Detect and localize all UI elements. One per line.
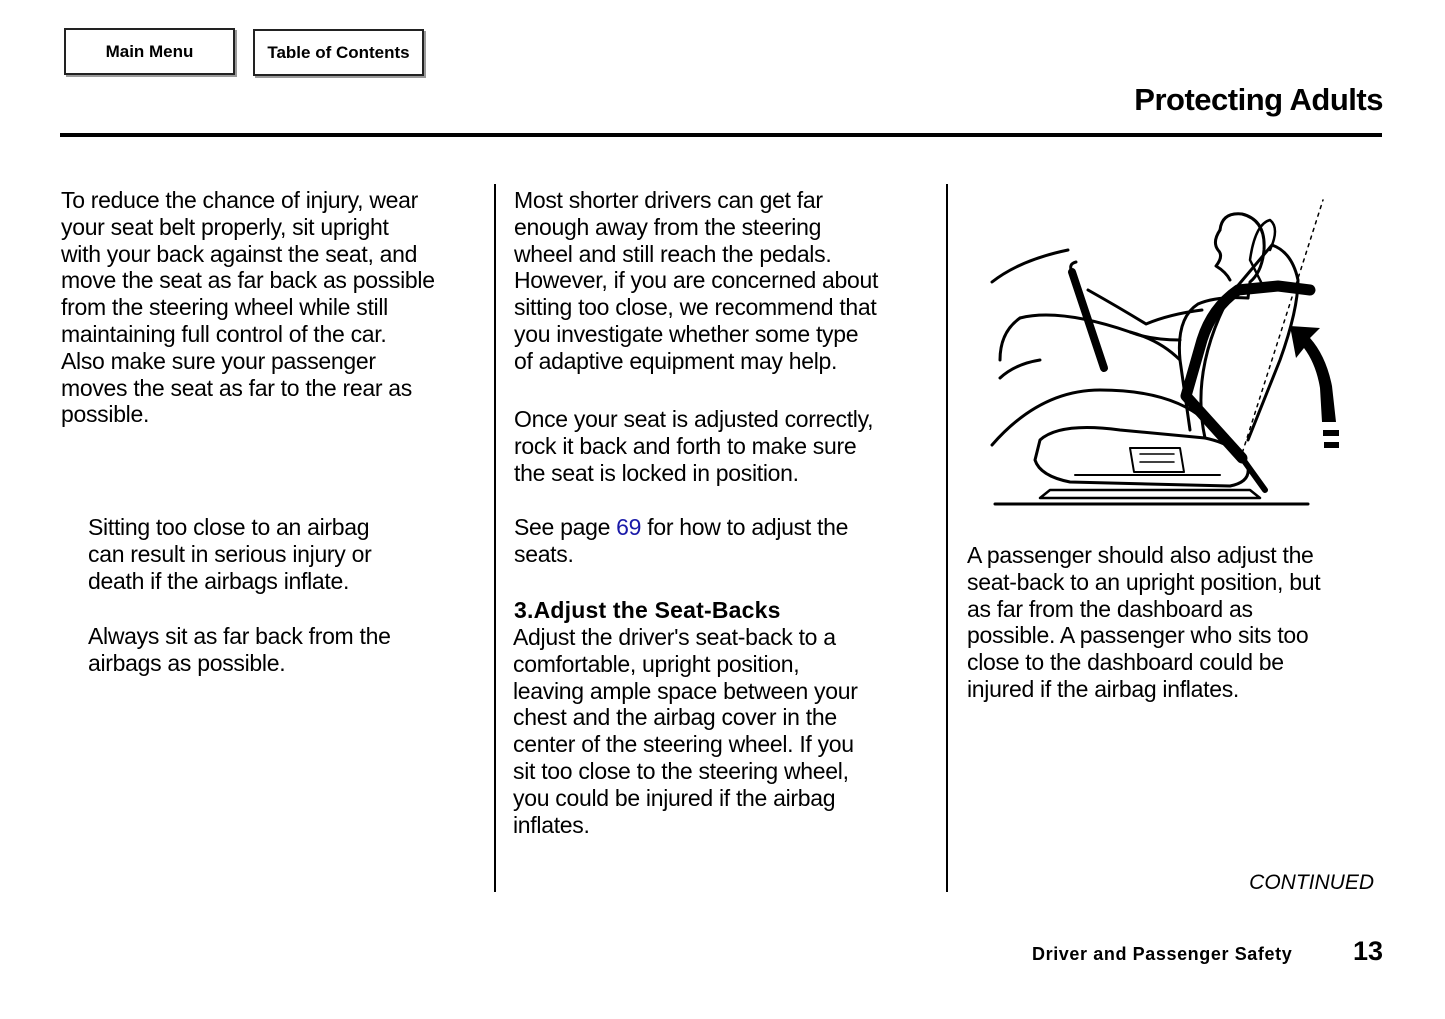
passenger-seatback-paragraph: A passenger should also adjust the seat-back to an upright position, but as far from the dashboard as possible. A passenger who sits too close to the dashboard could be injured if the airbag inflates. [967, 542, 1321, 702]
airbag-warning-paragraph: Sitting too close to an airbag can result in serious injury or death if the airbags inflate. [88, 514, 372, 594]
see-page-text-rest: for how to adjust the seats. [514, 514, 849, 567]
airbag-advice-paragraph: Always sit as far back from the airbags as possible. [88, 623, 391, 676]
column-divider-right [946, 184, 948, 892]
continued-label: CONTINUED [1249, 871, 1374, 894]
intro-paragraph: To reduce the chance of injury, wear your seat belt properly, sit upright with your back against the seat, and move the seat as far back as possible from the steering wheel while still maintaining full control of the car. Also make sure your passenger moves the seat as far to the rear as possible. [61, 187, 435, 428]
see-page-paragraph [514, 514, 944, 568]
column-divider-left [494, 184, 496, 892]
table-of-contents-button[interactable]: Table of Contents [253, 29, 424, 76]
footer-section-title: Driver and Passenger Safety [1032, 944, 1293, 964]
page-number: 13 [1353, 936, 1384, 966]
seat-locked-paragraph: Once your seat is adjusted correctly, rock it back and forth to make sure the seat is locked in position. [514, 406, 874, 486]
header-divider [60, 133, 1382, 137]
seat-back-paragraph: Adjust the driver's seat-back to a comfortable, upright position, leaving ample space between your chest and the airbag cover in the center of the steering wheel. If you sit too close to the steering wheel, you could be injured if the airbag inflates. [513, 624, 858, 838]
seat-backs-heading: 3.Adjust the Seat-Backs [514, 597, 781, 623]
page-title: Protecting Adults [1134, 82, 1383, 117]
seated-driver-seatback-illustration [980, 190, 1340, 520]
see-page-text: See page [514, 514, 617, 540]
shorter-drivers-paragraph: Most shorter drivers can get far enough away from the steering wheel and still reach the pedals. However, if you are concerned about sitting too close, we recommend that you investigate whether some type of adaptive equipment may help. [514, 187, 879, 374]
page-69-link[interactable]: 69 [616, 514, 642, 540]
main-menu-button[interactable]: Main Menu [64, 28, 235, 75]
